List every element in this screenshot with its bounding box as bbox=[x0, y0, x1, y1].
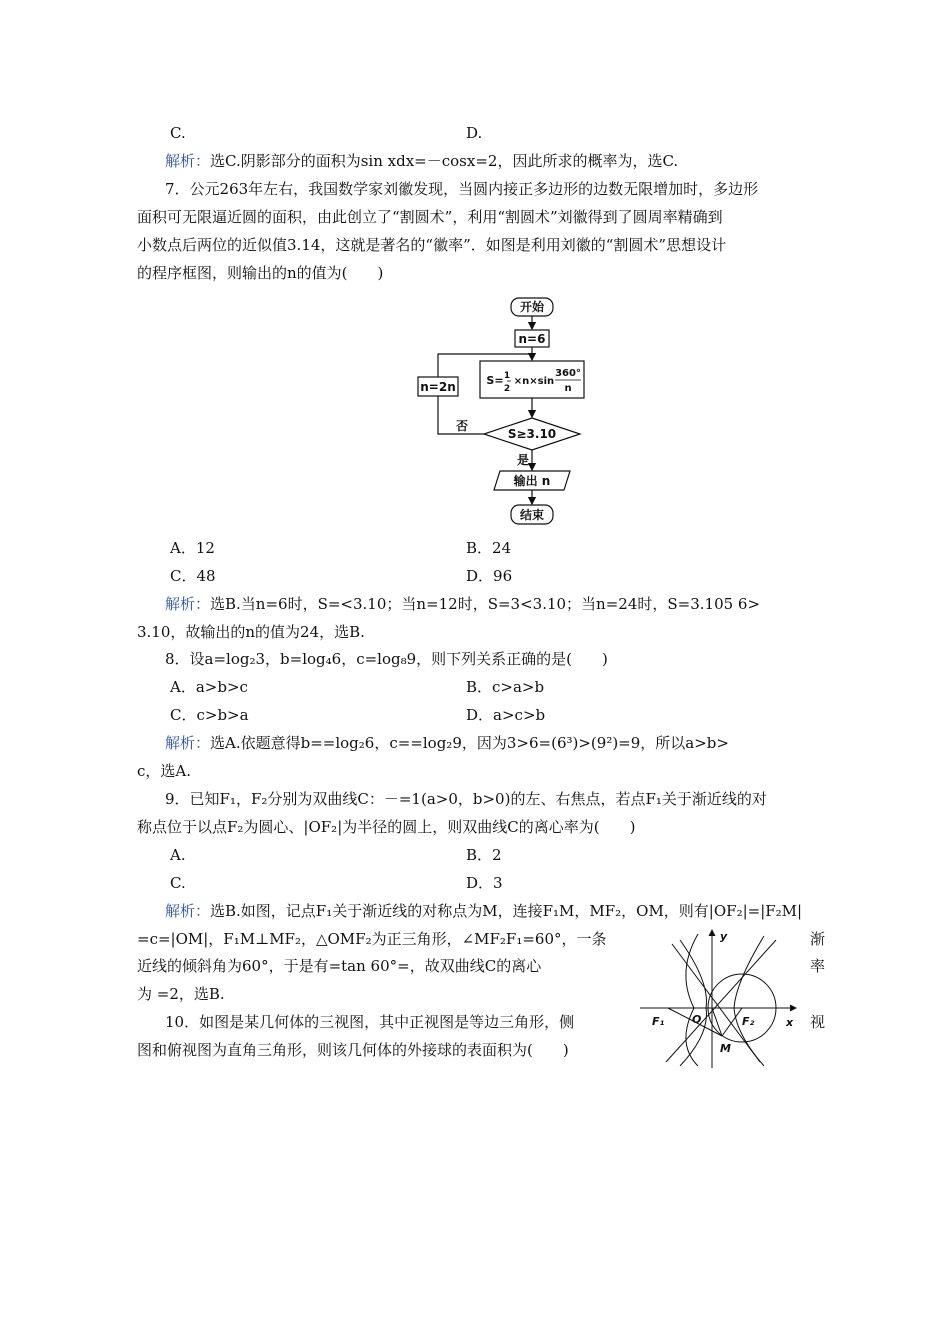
q10-stem-line1-tail: 视 bbox=[810, 1013, 826, 1031]
flow-init-text: n=6 bbox=[518, 332, 546, 346]
flow-formula-half-den: 2 bbox=[503, 384, 511, 394]
q7-option-a: A．12 bbox=[170, 539, 215, 557]
flow-condition-text: S≥3.10 bbox=[507, 427, 557, 441]
flow-formula-angle-den: n bbox=[564, 383, 572, 394]
q7-stem-line1: 7．公元263年左右，我国数学家刘徽发现，当圆内接正多边形的边数无限增加时，多边形 bbox=[165, 180, 759, 198]
q8-stem: 8．设a=log₂3，b=log₄6，c=log₈9，则下列关系正确的是( ) bbox=[165, 650, 608, 668]
q7-option-c: C．48 bbox=[170, 567, 216, 585]
q9-option-d: D．3 bbox=[466, 874, 503, 892]
solution-label: 解析： bbox=[165, 152, 211, 170]
q9-hyperbola-figure bbox=[636, 922, 808, 1070]
q9-solution-line3-tail: 率 bbox=[810, 957, 826, 975]
flow-output-text: 输出 n bbox=[513, 474, 551, 488]
flow-formula-angle-num: 360° bbox=[555, 368, 581, 379]
q9-option-b: B．2 bbox=[466, 846, 502, 864]
q10-stem-line2: 图和俯视图为直角三角形，则该几何体的外接球的表面积为( ) bbox=[137, 1041, 569, 1059]
flow-start-text: 开始 bbox=[519, 300, 545, 314]
q10-stem-line1: 10．如图是某几何体的三视图，其中正视图是等边三角形，侧 bbox=[165, 1013, 575, 1031]
fig-f2-label: F₂ bbox=[742, 1015, 755, 1028]
fig-o-label: O bbox=[692, 1013, 702, 1026]
q7-stem-line4: 的程序框图，则输出的n的值为( ) bbox=[137, 264, 384, 282]
flow-end-text: 结束 bbox=[519, 508, 545, 522]
fig-m-label: M bbox=[720, 1042, 731, 1055]
q7-solution-line1 bbox=[165, 595, 760, 613]
q8-solution-text1: 选A.依题意得b==log₂6，c==log₂9，因为3>6=(6³)>(9²)=9，所以a>b> bbox=[210, 734, 729, 752]
q7-option-b: B．24 bbox=[466, 539, 512, 557]
fig-f1-label: F₁ bbox=[652, 1015, 665, 1028]
q7-option-d: D．96 bbox=[466, 567, 513, 585]
q6-solution bbox=[165, 152, 678, 170]
q9-stem-line2: 称点位于以点F₂为圆心、|OF₂|为半径的圆上，则双曲线C的离心率为( ) bbox=[137, 818, 636, 836]
flow-yes-label: 是 bbox=[516, 453, 530, 467]
q6-solution-text: 选C.阴影部分的面积为sin xdx=－cosx=2，因此所求的概率为，选C. bbox=[210, 152, 679, 170]
q9-solution-line3: 近线的倾斜角为60°，于是有=tan 60°=，故双曲线C的离心 bbox=[137, 957, 542, 975]
q9-solution-line1 bbox=[165, 902, 802, 920]
flow-formula-s: S= bbox=[486, 374, 504, 387]
solution-label: 解析： bbox=[165, 734, 211, 752]
q9-solution-text1: 选B.如图，记点F₁关于渐近线的对称点为M，连接F₁M，MF₂，OM，则有|OF₂|=|F₂M| bbox=[210, 902, 803, 920]
q8-solution-line2: c，选A. bbox=[137, 762, 192, 780]
flow-no-label: 否 bbox=[455, 419, 469, 433]
q8-option-b: B．c>a>b bbox=[466, 678, 545, 696]
q9-stem-line1: 9．已知F₁，F₂分别为双曲线C：－=1(a>0，b>0)的左、右焦点，若点F₁关于渐近线的对 bbox=[165, 790, 767, 808]
q7-solution-text1: 选B.当n=6时，S=<3.10；当n=12时，S=3<3.10；当n=24时，S=3.105 6> bbox=[210, 595, 761, 613]
solution-label: 解析： bbox=[165, 902, 211, 920]
q8-solution-line1 bbox=[165, 734, 729, 752]
q8-option-d: D．a>c>b bbox=[466, 706, 546, 724]
q7-stem-line3: 小数点后两位的近似值3.14，这就是著名的“徽率”．如图是利用刘徽的“割圆术”思想设计 bbox=[137, 236, 727, 254]
flow-formula-half-num: 1 bbox=[503, 371, 511, 381]
q7-flowchart bbox=[410, 292, 600, 532]
q9-solution-line2: =c=|OM|，F₁M⊥MF₂，△OMF₂为正三角形，∠MF₂F₁=60°，一条 bbox=[137, 930, 607, 948]
q9-option-a: A. bbox=[170, 846, 186, 864]
flow-formula-mid: ×n×sin bbox=[513, 376, 555, 387]
q9-option-c: C. bbox=[170, 874, 186, 892]
flow-update-text: n=2n bbox=[420, 380, 456, 394]
fig-y-label: y bbox=[720, 930, 728, 943]
q9-solution-line4: 为 =2，选B. bbox=[137, 985, 225, 1003]
fig-x-label: x bbox=[786, 1016, 794, 1029]
q7-stem-line2: 面积可无限逼近圆的面积，由此创立了“割圆术”，利用“割圆术”刘徽得到了圆周率精确到 bbox=[137, 208, 723, 226]
q6-option-d: D. bbox=[466, 124, 483, 142]
solution-label: 解析： bbox=[165, 595, 211, 613]
q9-solution-line2-tail: 渐 bbox=[810, 930, 826, 948]
q6-option-c: C. bbox=[170, 124, 186, 142]
q8-option-c: C．c>b>a bbox=[170, 706, 249, 724]
q8-option-a: A．a>b>c bbox=[170, 678, 248, 696]
q7-solution-line2: 3.10，故输出的n的值为24，选B. bbox=[137, 623, 365, 641]
